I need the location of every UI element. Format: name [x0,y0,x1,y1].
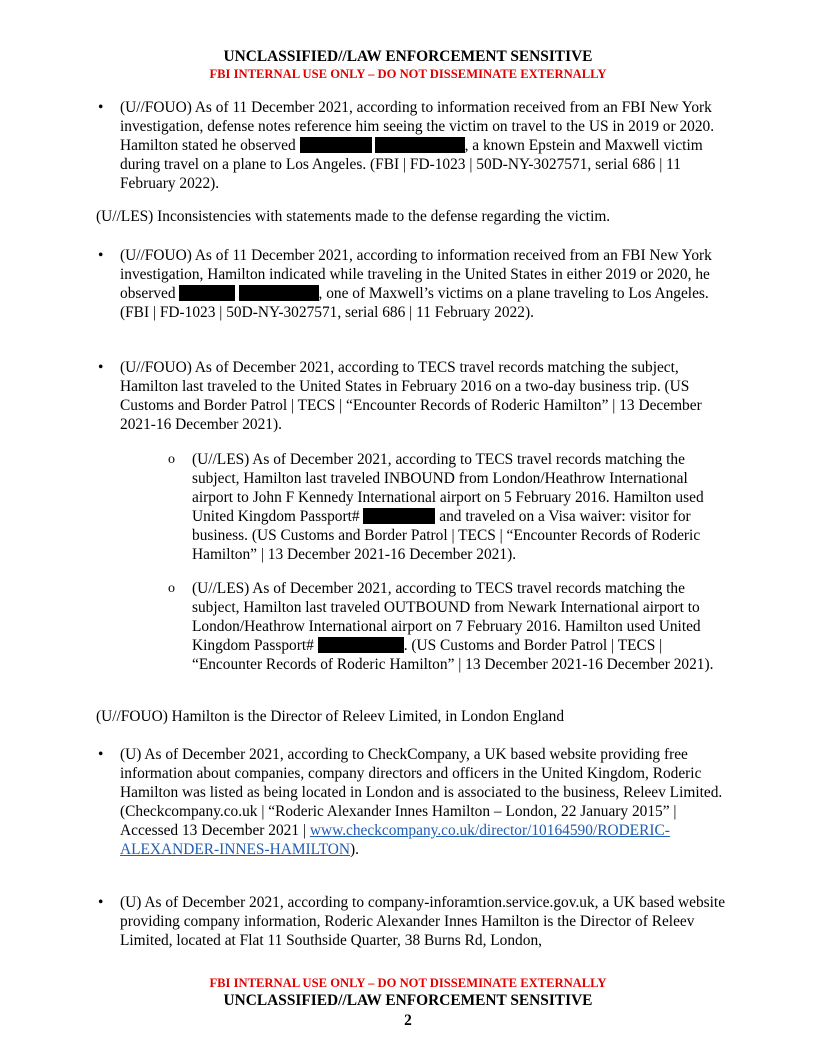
bullet-observed-victim [120,246,726,322]
paragraph-inconsistencies: (U//LES) Inconsistencies with statements made to the defense regarding the victim. [96,208,611,225]
footer-handling-caveat: FBI INTERNAL USE ONLY – DO NOT DISSEMINATE EXTERNALLY [209,976,607,990]
subbullet-inbound [192,450,726,564]
subbullet-text: . (US Customs and Border Patrol | TECS | “Encounter Records of Roderic Hamilton” | 13 December 2021-16 December 2021). [192,637,714,673]
bullet-defense-notes [120,98,726,193]
redaction-box [363,508,435,524]
footer-classification: UNCLASSIFIED//LAW ENFORCEMENT SENSITIVE [223,992,593,1009]
redaction-box [375,137,465,153]
redaction-box [239,285,319,301]
subbullet-outbound [192,579,726,674]
paragraph-releev-director: (U//FOUO) Hamilton is the Director of Releev Limited, in London England [96,708,565,725]
bullet-text: (U) As of December 2021, according to CheckCompany, a UK based website providing free information about companies, company directors and officers in the United Kingdom, Roderic Hamilton was listed as being located in London and is associated to the business, Releev Limited. (Checkcompany.co.uk | “Roderic Alexander Innes Hamilton – London, 22 January 2015” | Accessed 13 December 2021 | [120,746,723,839]
redaction-box [300,137,372,153]
checkcompany-link[interactable]: www.checkcompany.co.uk/director/10164590/RODERIC-ALEXANDER-INNES-HAMILTON [120,822,670,858]
subbullet-text: (U//LES) As of December 2021, according to TECS travel records matching the subject, Hamilton last traveled OUTBOUND from Newark International airport to London/Heathrow International airport on 7 February 2016. Hamilton used United Kingdom Passport# [192,580,701,654]
bullet-text: (U//FOUO) As of 11 December 2021, according to information received from an FBI New York investigation, defense notes reference him seeing the victim on travel to the US in 2019 or 2020. Hamilton stated he observed [120,99,715,154]
subbullet-text: and traveled on a Visa waiver: visitor for business. (US Customs and Border Patrol | TECS | “Encounter Records of Roderic Hamilton” | 13 December 2021-16 December 2021). [192,508,701,563]
subbullet-text: (U//LES) As of December 2021, according to TECS travel records matching the subject, Hamilton last traveled INBOUND from London/Heathrow International airport to John F Kennedy International airport on 5 February 2016. Hamilton used United Kingdom Passport# [192,451,704,525]
bullet-text: ). [350,841,359,858]
bullet-text: , a known Epstein and Maxwell victim during travel on a plane to Los Angeles. (FBI | FD-1023 | 50D-NY-3027571, serial 686 | 11 February 2022). [120,137,703,192]
header-handling-caveat: FBI INTERNAL USE ONLY – DO NOT DISSEMINATE EXTERNALLY [209,67,607,81]
bullet-text: , one of Maxwell’s victims on a plane traveling to Los Angeles. (FBI | FD-1023 | 50D-NY-3027571, serial 686 | 11 February 2022). [120,285,709,321]
redaction-box [179,285,235,301]
redaction-box [318,637,404,653]
bullet-text: (U//FOUO) As of 11 December 2021, according to information received from an FBI New York investigation, Hamilton indicated while traveling in the United States in either 2019 or 2020, he observed [120,247,712,302]
bullet-company-information: • (U) As of December 2021, according to company-inforamtion.service.gov.uk, a UK based website providing company information, Roderic Alexander Innes Hamilton is the Director of Releev Limited, located at Flat 11 Southside Quarter, 38 Burns Rd, London, [120,893,726,950]
page-number: 2 [404,1012,412,1029]
header-classification: UNCLASSIFIED//LAW ENFORCEMENT SENSITIVE [223,48,593,65]
bullet-checkcompany [120,745,726,859]
bullet-tecs-travel: • (U//FOUO) As of December 2021, according to TECS travel records matching the subject, Hamilton last traveled to the United States in February 2016 on a two-day business trip. (US Customs and Border Patrol | TECS | “Encounter Records of Roderic Hamilton” | 13 December 2021-16 December 2021). [120,358,726,434]
